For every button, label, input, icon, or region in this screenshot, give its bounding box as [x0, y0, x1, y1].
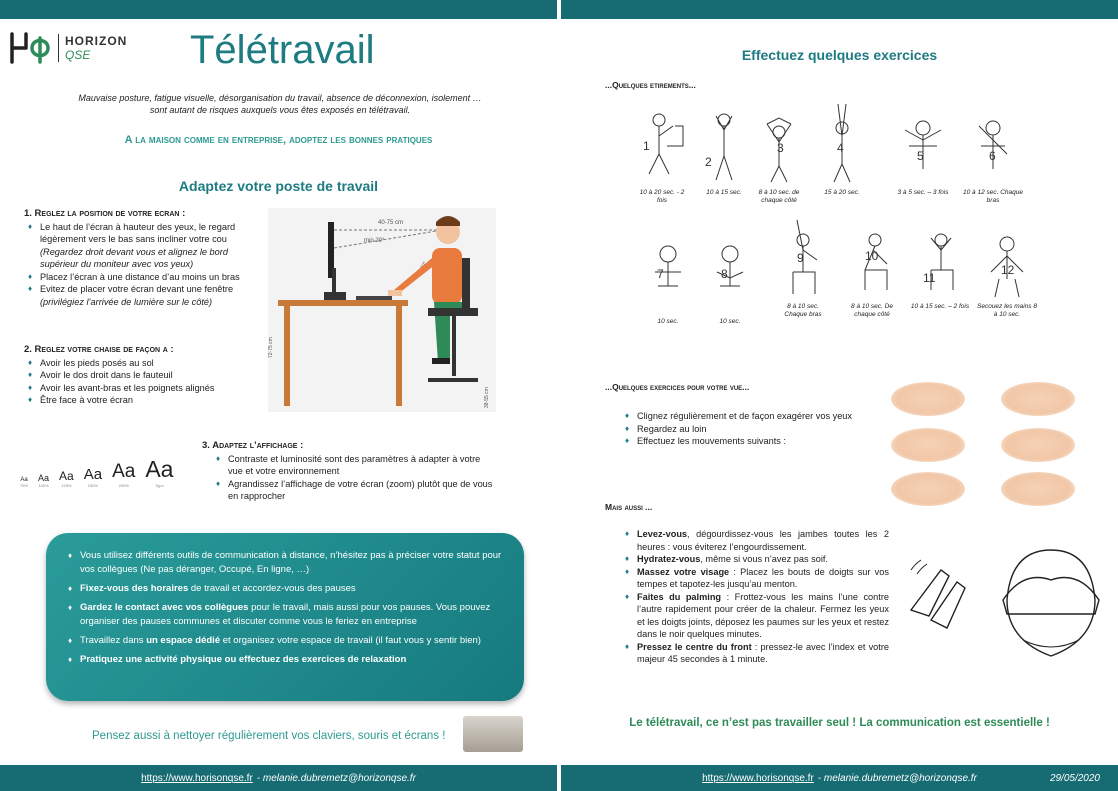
- chair-section: [24, 344, 264, 407]
- list-item: ♦ Clignez régulièrement et de façon exagérer vos yeux: [621, 410, 881, 423]
- stretch-caption: 10 à 20 sec. - 2 fois: [639, 189, 685, 204]
- size-sample: Aa 100%: [38, 473, 50, 488]
- list-item: [24, 221, 256, 271]
- size-sample: Aa 125%: [59, 469, 74, 488]
- eye-movement-diagonal-left: [891, 472, 965, 506]
- stretch-figure-1: [637, 106, 687, 205]
- stretch-caption: 8 à 10 sec. Chaque bras: [784, 303, 822, 318]
- size-sample: Aa 75%: [20, 477, 29, 488]
- svg-text:8: 8: [721, 267, 728, 281]
- svg-text:4: 4: [837, 141, 844, 155]
- website-link[interactable]: https://www.horisonqse.fr: [702, 772, 814, 784]
- eye-movement-up: [891, 382, 965, 416]
- list-item: ♦ Pratiquez une activité physique ou effectuez des exercices de relaxation: [64, 653, 506, 667]
- stretch-figure-2: [699, 106, 749, 197]
- stretch-10-icon: [843, 226, 901, 300]
- stretch-6-icon: [963, 106, 1023, 186]
- seat-height-label: 38-55 cm: [484, 387, 490, 408]
- good-practices-subheading: A la maison comme en entreprise, adoptez les bonnes pratiques: [124, 134, 433, 146]
- stretch-caption: 15 à 20 sec.: [824, 189, 860, 196]
- svg-text:1: 1: [643, 139, 650, 153]
- svg-text:7: 7: [657, 267, 664, 281]
- logo-text-horizon: HORIZON: [65, 34, 128, 48]
- stretch-caption: 10 à 12 sec. Chaque bras: [963, 189, 1023, 204]
- svg-text:2: 2: [705, 155, 712, 169]
- list-item: ♦ Gardez le contact avec vos collègues pour le travail, mais aussi pour vos pauses. Vous pouvez organiser des pauses communes et discuter comme vous le feriez en entreprise: [64, 601, 506, 629]
- eye-movement-right: [1001, 428, 1075, 462]
- stretch-7-icon: [643, 240, 693, 306]
- svg-text:12: 12: [1001, 263, 1015, 277]
- svg-text:10: 10: [865, 249, 879, 263]
- list-item: ♦ Travaillez dans un espace dédié et organisez votre espace de travail (il faut vous y sentir bien): [64, 634, 506, 648]
- list-item: ♦ Avoir les avant-bras et les poignets alignés: [24, 382, 264, 395]
- eye-movement-diagonal-right: [1001, 472, 1075, 506]
- stretch-figure-8: [705, 240, 755, 326]
- logo-mark-icon: [8, 28, 52, 68]
- stretch-5-icon: [893, 106, 953, 186]
- stretch-figure-3: [751, 106, 807, 205]
- stretch-12-icon: [977, 232, 1037, 300]
- closing-message: Le télétravail, ce n’est pas travailler seul ! La communication est essentielle !: [629, 717, 1050, 729]
- stretch-caption: 10 sec.: [719, 318, 741, 325]
- viewing-distance-label: 40-75 cm: [378, 220, 404, 226]
- desk-height-label: 72-75 cm: [268, 337, 274, 358]
- website-link[interactable]: https://www.horisonqse.fr: [141, 772, 253, 784]
- screen-tip-3: Evitez de placer votre écran devant une fenêtre: [40, 284, 234, 294]
- stretch-figure-5: [893, 106, 953, 197]
- stretch-figure-6: [963, 106, 1023, 205]
- footer: [561, 765, 1118, 791]
- stretch-caption: 10 à 15 sec.: [706, 189, 742, 196]
- stretch-figure-9: [775, 214, 831, 319]
- document-date: 29/05/2020: [1049, 772, 1100, 784]
- stretch-1-icon: [637, 106, 687, 186]
- stretch-3-icon: [751, 106, 807, 186]
- viewing-angle-label: min 20°: [364, 238, 385, 244]
- stretch-figure-11: [905, 226, 975, 311]
- footer: [0, 765, 557, 791]
- stretch-caption: 3 à 5 sec. – 3 fois: [897, 189, 949, 196]
- list-item: ♦ Regardez au loin: [621, 423, 881, 436]
- eye-exercises-list: [621, 410, 881, 448]
- workstation-section-title: Adaptez votre poste de travail: [178, 178, 379, 194]
- stretch-figure-7: [643, 240, 693, 326]
- tips-box: [46, 533, 524, 701]
- stretch-caption: Secouez les mains 8 à 10 sec.: [977, 303, 1037, 318]
- stretch-caption: 10 sec.: [657, 318, 679, 325]
- display-heading: 3. Adaptez l’affichage :: [202, 440, 304, 451]
- list-item: ♦ Massez votre visage : Placez les bouts de doigts sur vos tempes et tapotez-les jusqu’au menton.: [621, 566, 889, 591]
- cleaning-reminder: Pensez aussi à nettoyer régulièrement vos claviers, souris et écrans !: [92, 730, 446, 742]
- horizon-qse-logo: [8, 28, 127, 68]
- screen-tip-3-note: (privilégiez l’arrivée de lumière sur le côté): [40, 296, 213, 307]
- intro-text: [40, 92, 520, 116]
- exercises-title: Effectuez quelques exercices: [741, 47, 938, 63]
- page-title: Télétravail: [190, 28, 375, 72]
- eye-movement-left: [891, 428, 965, 462]
- eye-movement-down: [1001, 382, 1075, 416]
- list-item: ♦ Hydratez-vous, même si vous n’avez pas soif.: [621, 553, 889, 566]
- svg-text:11: 11: [923, 271, 936, 285]
- stretch-9-icon: [775, 214, 831, 300]
- size-sample: Aa Typo: [145, 456, 174, 488]
- list-item: ♦ Vous utilisez différents outils de communication à distance, n’hésitez pas à préciser votre statut pour vos collègues (Ne pas déranger, Occupé, En ligne, …): [64, 549, 506, 577]
- display-size-samples: [20, 456, 173, 488]
- list-item: ♦ Agrandissez l’affichage de votre écran (zoom) plutôt que de vous en rapprocher: [212, 478, 494, 503]
- display-section: [202, 440, 494, 503]
- list-item: ♦ Être face à votre écran: [24, 394, 264, 407]
- stretch-caption: 10 à 15 sec. – 2 fois: [910, 303, 970, 310]
- list-item: ♦ Faites du palming : Frottez-vous les mains l’une contre l’autre rapidement pour créer de la chaleur. Fermez les yeux et les doigts joints, déposez les paumes sur les yeux et restez dans le noir quelques minutes.: [621, 591, 889, 641]
- chair-heading: 2. Reglez votre chaise de façon a :: [24, 344, 174, 355]
- intro-line-1: Mauvaise posture, fatigue visuelle, désorganisation du travail, absence de déconnexion, isolement …: [78, 93, 482, 103]
- contact-email: - melanie.dubremetz@horizonqse.fr: [256, 772, 416, 784]
- stretch-8-icon: [705, 240, 755, 306]
- svg-text:9: 9: [797, 251, 804, 265]
- screen-tip-1-note: (Regardez droit devant vous et alignez le bord supérieur du moniteur avec vos yeux): [40, 246, 228, 269]
- left-page: [0, 0, 557, 791]
- svg-text:5: 5: [917, 149, 924, 163]
- logo-text-qse: QSE: [65, 48, 91, 62]
- also-heading: Mais aussi ...: [605, 502, 653, 512]
- stretch-figure-10: [843, 226, 901, 319]
- stretch-2-icon: [699, 106, 749, 186]
- stretch-caption: 8 à 10 sec. de chaque côté: [758, 189, 800, 204]
- list-item: ♦ Pressez le centre du front : pressez-le avec l’index et votre majeur 45 secondes à 1 minute.: [621, 641, 889, 666]
- stretch-figure-4: [817, 98, 867, 197]
- svg-text:3: 3: [777, 141, 784, 155]
- top-bar: [0, 0, 557, 19]
- screen-tip-1: Le haut de l’écran à hauteur des yeux, le regard légèrement vers le bas sans incliner votre cou: [40, 221, 236, 244]
- size-sample: Aa 150%: [83, 466, 103, 488]
- also-list: [621, 528, 889, 666]
- stretch-caption: 8 à 10 sec. De chaque côté: [851, 303, 893, 318]
- contact-email: - melanie.dubremetz@horizonqse.fr: [817, 772, 977, 784]
- size-sample: Aa 200%: [112, 461, 136, 488]
- stretch-4-icon: [817, 98, 867, 186]
- eye-exercises-heading: ...Quelques exercices pour votre vue...: [605, 382, 750, 392]
- list-item: ♦ Avoir le dos droit dans le fauteuil: [24, 369, 264, 382]
- list-item: ♦ Avoir les pieds posés au sol: [24, 357, 264, 370]
- palming-illustration: [891, 540, 1111, 670]
- list-item: ♦ Contraste et luminosité sont des paramètres à adapter à votre vue et votre environnement: [212, 453, 494, 478]
- intro-line-2: sont autant de risques auxquels vous êtes exposés en télétravail.: [149, 105, 411, 115]
- list-item: ♦ Placez l’écran à une distance d’au moins un bras: [24, 271, 256, 284]
- svg-text:6: 6: [989, 149, 996, 163]
- ergonomic-posture-illustration: [268, 208, 496, 412]
- stretches-heading: ...Quelques etirements...: [605, 80, 696, 90]
- list-item: ♦ Effectuez les mouvements suivants :: [621, 435, 881, 448]
- screen-position-section: [24, 208, 256, 308]
- list-item: ♦ Fixez-vous des horaires de travail et accordez-vous des pauses: [64, 582, 506, 596]
- list-item: ♦ Levez-vous, dégourdissez-vous les jambes toutes les 2 heures : vous éviterez l’engourdissement.: [621, 528, 889, 553]
- list-item: [24, 283, 256, 308]
- keyboard-cleaning-photo: [463, 716, 523, 752]
- stretch-figure-12: [977, 232, 1037, 319]
- screen-position-heading: 1. Reglez la position de votre ecran :: [24, 208, 186, 219]
- top-bar: [561, 0, 1118, 19]
- stretch-11-icon: [905, 226, 975, 300]
- right-page: [561, 0, 1118, 791]
